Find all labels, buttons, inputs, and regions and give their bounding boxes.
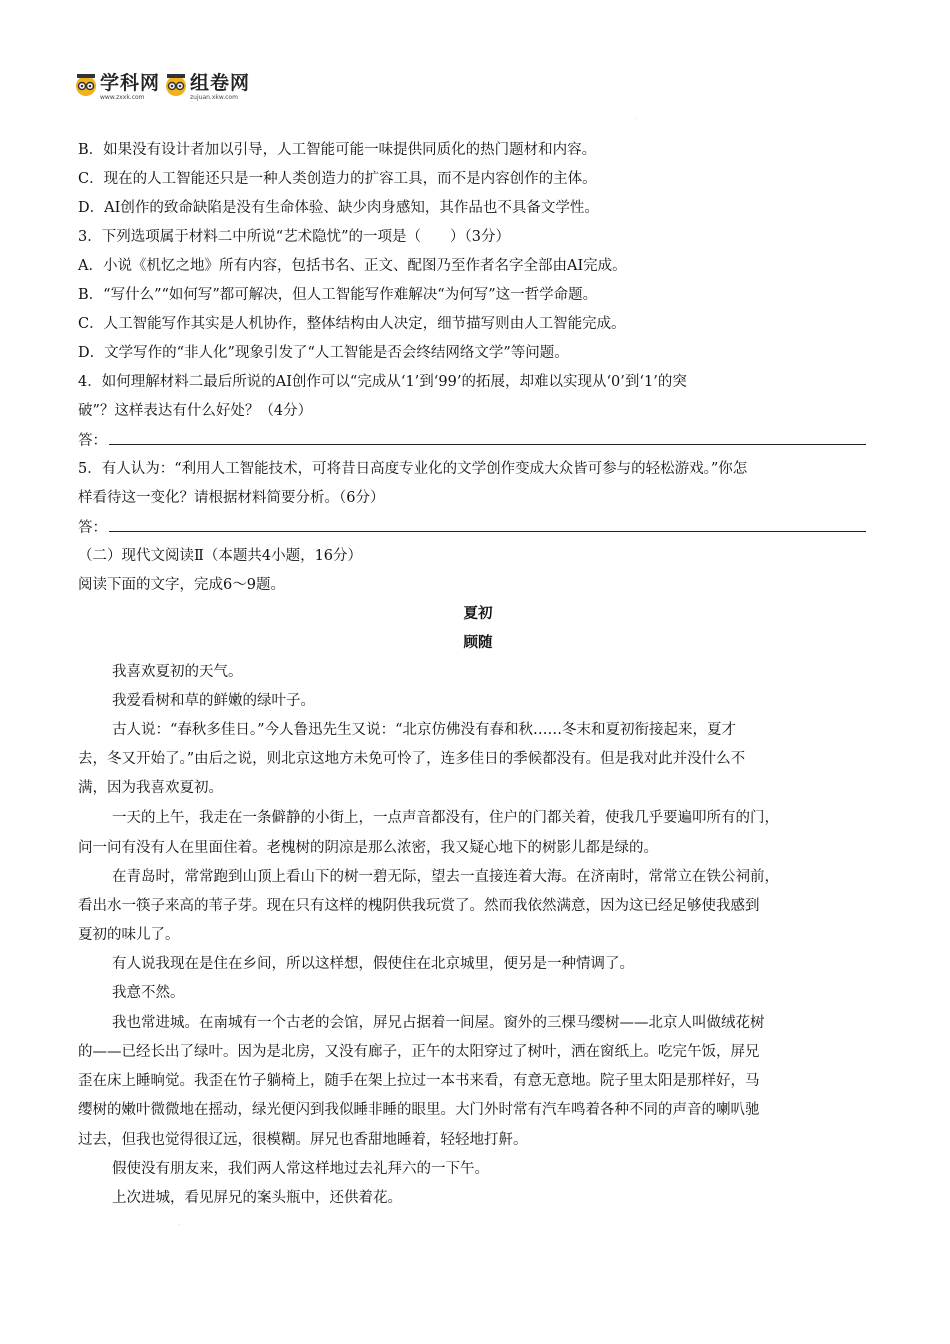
essay-line: 过去，但我也觉得很辽远，很模糊。屏兄也香甜地睡着，轻轻地打鼾。 [78, 1132, 528, 1148]
page-speck: · [178, 1222, 180, 1229]
answer-label: 答： [78, 433, 107, 449]
essay-line: 夏初的味儿了。 [78, 927, 180, 943]
question-stem: 4．如何理解材料二最后所说的AI创作可以“完成从‘1’到‘99’的拓展，却难以实现从‘0’到‘1’的突 [78, 374, 687, 390]
essay-line: 上次进城，看见屏兄的案头瓶中，还供着花。 [112, 1190, 402, 1206]
question-option: D．AI创作的致命缺陷是没有生命体验、缺少肉身感知，其作品也不具备文学性。 [78, 200, 599, 216]
page-speck: · [636, 116, 638, 123]
answer-rule [109, 430, 866, 445]
essay-line: 古人说：“春秋多佳日。”今人鲁迅先生又说：“北京仿佛没有春和秋……冬末和夏初衔接起来，夏才 [112, 722, 736, 738]
logo-xuekewang [74, 72, 160, 101]
answer-line[interactable] [78, 430, 866, 451]
question-option: C．现在的人工智能还只是一种人类创造力的扩容工具，而不是内容创作的主体。 [78, 171, 597, 187]
logo-name: 学科网 [100, 72, 161, 94]
essay-line: 我爱看树和草的鲜嫩的绿叶子。 [112, 693, 315, 709]
answer-label: 答： [78, 520, 107, 536]
site-logo [74, 72, 254, 101]
essay-line: 假使没有朋友来，我们两人常这样地过去礼拜六的一下午。 [112, 1161, 489, 1177]
answer-line[interactable] [78, 517, 866, 538]
section-instruction: 阅读下面的文字，完成6～9题。 [78, 577, 285, 593]
essay-line: 我喜欢夏初的天气。 [112, 664, 243, 680]
essay-line: 满，因为我喜欢夏初。 [78, 780, 223, 796]
essay-line: 看出水一筷子来高的苇子芽。现在只有这样的槐阴供我玩赏了。然而我依然满意，因为这已经足够使我感到 [78, 898, 760, 914]
essay-line: 有人说我现在是住在乡间，所以这样想，假使住在北京城里，便另是一种情调了。 [112, 956, 634, 972]
essay-line: 去，冬又开始了。”由后之说，则北京这地方未免可怜了，连多佳日的季候都没有。但是我对此并没什么不 [78, 751, 746, 767]
question-stem: 3．下列选项属于材料二中所说“艺术隐忧”的一项是（ ）（3分） [78, 229, 511, 245]
question-stem: 5．有人认为：“利用人工智能技术，可将昔日高度专业化的文学创作变成大众皆可参与的轻松游戏。”你怎 [78, 461, 748, 477]
essay-line: 我也常进城。在南城有一个古老的会馆，屏兄占据着一间屋。窗外的三棵马缨树——北京人叫做绒花树 [112, 1015, 765, 1031]
question-option: C．人工智能写作其实是人机协作，整体结构由人决定，细节描写则由人工智能完成。 [78, 316, 626, 332]
essay-line: 歪在床上睡晌觉。我歪在竹子躺椅上，随手在架上拉过一本书来看，有意无意地。院子里太阳是那样好，马 [78, 1073, 760, 1089]
logo-url: www.zxxk.com [100, 94, 145, 101]
owl-icon [164, 72, 188, 96]
owl-icon [74, 72, 98, 96]
question-option: A．小说《机忆之地》所有内容，包括书名、正文、配图乃至作者名字全部由AI完成。 [78, 258, 627, 274]
logo-zujuanwang [164, 72, 250, 101]
question-option: B．“写什么”“如何写”都可解决，但人工智能写作难解决“为何写”这一哲学命题。 [78, 287, 598, 303]
essay-line: 的——已经长出了绿叶。因为是北房，又没有廊子，正午的太阳穿过了树叶，洒在窗纸上。吃完午饭，屏兄 [78, 1044, 760, 1060]
essay-line: 问一问有没有人在里面住着。老槐树的阴凉是那么浓密，我又疑心地下的树影儿都是绿的。 [78, 840, 658, 856]
essay-line: 在青岛时，常常跑到山顶上看山下的树一碧无际，望去一直接连着大海。在济南时，常常立在铁公祠前， [112, 869, 779, 885]
section-heading: （二）现代文阅读Ⅱ（本题共4小题，16分） [78, 548, 363, 564]
question-option: B．如果没有设计者加以引导，人工智能可能一味提供同质化的热门题材和内容。 [78, 142, 597, 158]
essay-line: 我意不然。 [112, 985, 185, 1001]
essay-line: 缨树的嫩叶微微地在摇动，绿光便闪到我似睡非睡的眼里。大门外时常有汽车鸣着各种不同的声音的喇叭驰 [78, 1102, 760, 1118]
logo-name: 组卷网 [190, 72, 251, 94]
logo-url: zujuan.xkw.com [190, 94, 238, 101]
essay-line: 一天的上午，我走在一条僻静的小街上，一点声音都没有，住户的门都关着，使我几乎要遍叩所有的门， [112, 810, 779, 826]
essay-title: 夏初 [463, 605, 493, 622]
essay-author: 顾随 [463, 634, 493, 651]
question-stem-continued: 样看待这一变化？请根据材料简要分析。（6分） [78, 490, 385, 506]
question-option: D．文学写作的“非人化”现象引发了“人工智能是否会终结网络文学”等问题。 [78, 345, 569, 361]
question-stem-continued: 破”？这样表达有什么好处？（4分） [78, 403, 313, 419]
answer-rule [109, 517, 866, 532]
